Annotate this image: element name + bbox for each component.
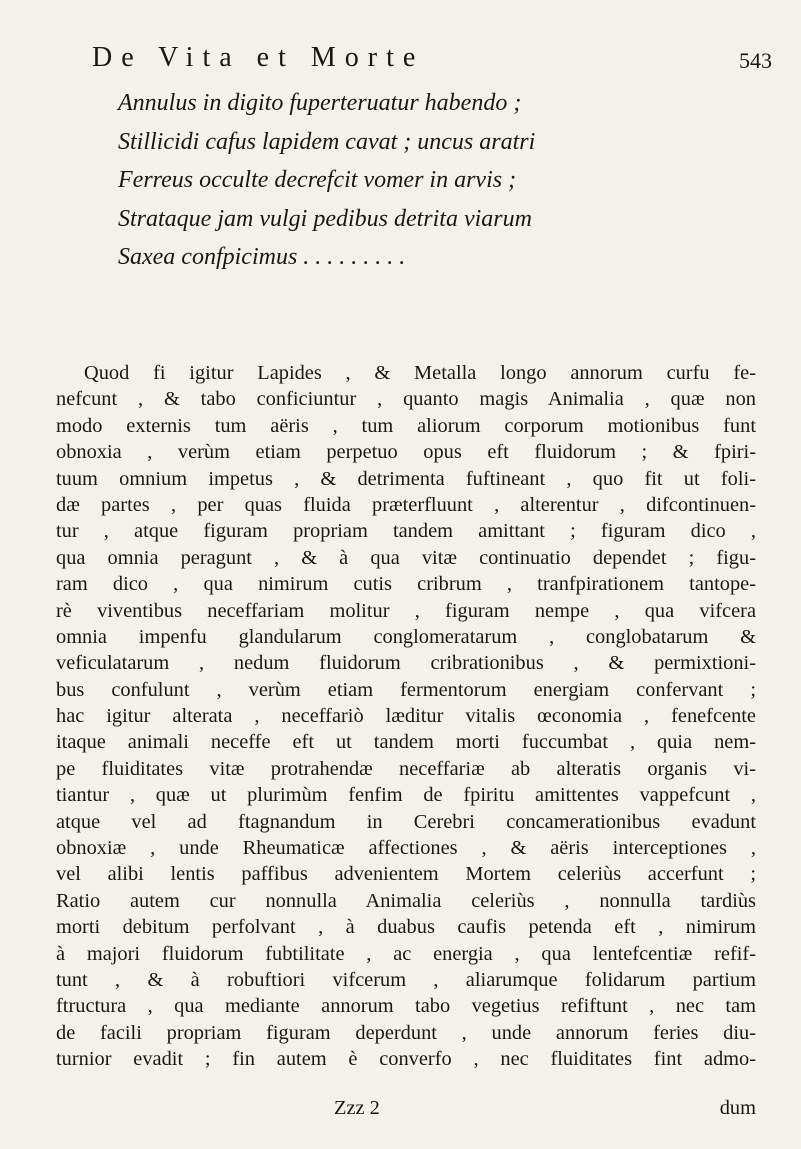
body-line: itaque animali neceffe eft ut tandem morti fuccumbat , quia nem- bbox=[56, 731, 756, 754]
verse-line: Ferreus occulte decrefcit vomer in arvis ; bbox=[118, 167, 517, 193]
body-line: omnia impenfu glandularum conglomeratarum , conglobatarum & bbox=[56, 625, 756, 648]
body-line: tur , atque figuram propriam tandem amittant ; figuram dico , bbox=[56, 520, 756, 543]
body-line: Ratio autem cur nonnulla Animalia celeriùs , nonnulla tardiùs bbox=[56, 889, 756, 912]
body-line: dæ partes , per quas fluida præterfluunt , alterentur , difcontinuen- bbox=[56, 493, 756, 516]
verse-line: Stillicidi cafus lapidem cavat ; uncus aratri bbox=[118, 128, 536, 155]
footer-row bbox=[56, 1097, 756, 1149]
signature-mark: Zzz 2 bbox=[334, 1097, 380, 1119]
running-head bbox=[92, 42, 772, 82]
running-head-title: De Vita et Morte bbox=[92, 42, 425, 73]
catchword: dum bbox=[719, 1097, 756, 1119]
verse-line: Saxea confpicimus . . . . . . . . . bbox=[118, 244, 406, 270]
body-line: morti debitum perfolvant , à duabus caufis petenda eft , nimirum bbox=[56, 916, 756, 939]
body-line: tunt , & à robuftiori vifcerum , aliarumque folidarum partium bbox=[56, 968, 756, 991]
verse-quotation bbox=[118, 84, 678, 277]
body-line: à majori fluidorum fubtilitate , ac energia , qua lentefcentiæ refif- bbox=[56, 942, 756, 965]
body-line: de facili propriam figuram deperdunt , unde annorum feries diu- bbox=[56, 1021, 756, 1044]
verse-line: Annulus in digito fuperteruatur habendo ; bbox=[118, 90, 522, 116]
body-line: atque vel ad ftagnandum in Cerebri concamerationibus evadunt bbox=[56, 810, 756, 833]
body-line: bus confulunt , verùm etiam fermentorum energiam confervant ; bbox=[56, 678, 756, 701]
body-line: modo externis tum aëris , tum aliorum corporum motionibus funt bbox=[56, 414, 756, 437]
body-line: ram dico , qua nimirum cutis cribrum , tranfpirationem tantope- bbox=[56, 573, 756, 596]
body-line: obnoxia , verùm etiam perpetuo opus eft fluidorum ; & fpiri- bbox=[56, 441, 756, 464]
body-line: vel alibi lentis paffibus advenientem Mortem celeriùs accerfunt ; bbox=[56, 863, 756, 886]
body-line: tiantur , quæ ut plurimùm fenfim de fpiritu amittentes vappefcunt , bbox=[56, 784, 756, 807]
body-line: veficulatarum , nedum fluidorum cribrationibus , & permixtioni- bbox=[56, 652, 756, 675]
body-line: hac igitur alterata , neceffariò læditur vitalis œconomia , fenefcente bbox=[56, 705, 756, 728]
body-line: Quod fi igitur Lapides , & Metalla longo annorum curfu fe- bbox=[84, 362, 756, 384]
body-line: rè viventibus neceffariam molitur , figuram nempe , qua vifcera bbox=[56, 599, 756, 622]
body-line: tuum omnium impetus , & detrimenta fuftineant , quo fit ut foli- bbox=[56, 467, 756, 490]
body-line: qua omnia peragunt , & à qua vitæ continuatio dependet ; figu- bbox=[56, 546, 756, 569]
verse-line: Strataque jam vulgi pedibus detrita viarum bbox=[118, 205, 532, 232]
body-paragraph bbox=[56, 360, 756, 1073]
body-line: nefcunt , & tabo conficiuntur , quanto magis Animalia , quæ non bbox=[56, 388, 756, 411]
body-line: ftructura , qua mediante annorum tabo vegetius refiftunt , nec tam bbox=[56, 995, 756, 1018]
body-line: obnoxiæ , unde Rheumaticæ affectiones , & aëris interceptiones , bbox=[56, 837, 756, 860]
page-number: 543 bbox=[739, 48, 772, 73]
body-line: turnior evadit ; fin autem è converfo , nec fluiditates fint admo- bbox=[56, 1048, 756, 1071]
body-line: pe fluiditates vitæ protrahendæ neceffariæ ab alteratis organis vi- bbox=[56, 757, 756, 780]
